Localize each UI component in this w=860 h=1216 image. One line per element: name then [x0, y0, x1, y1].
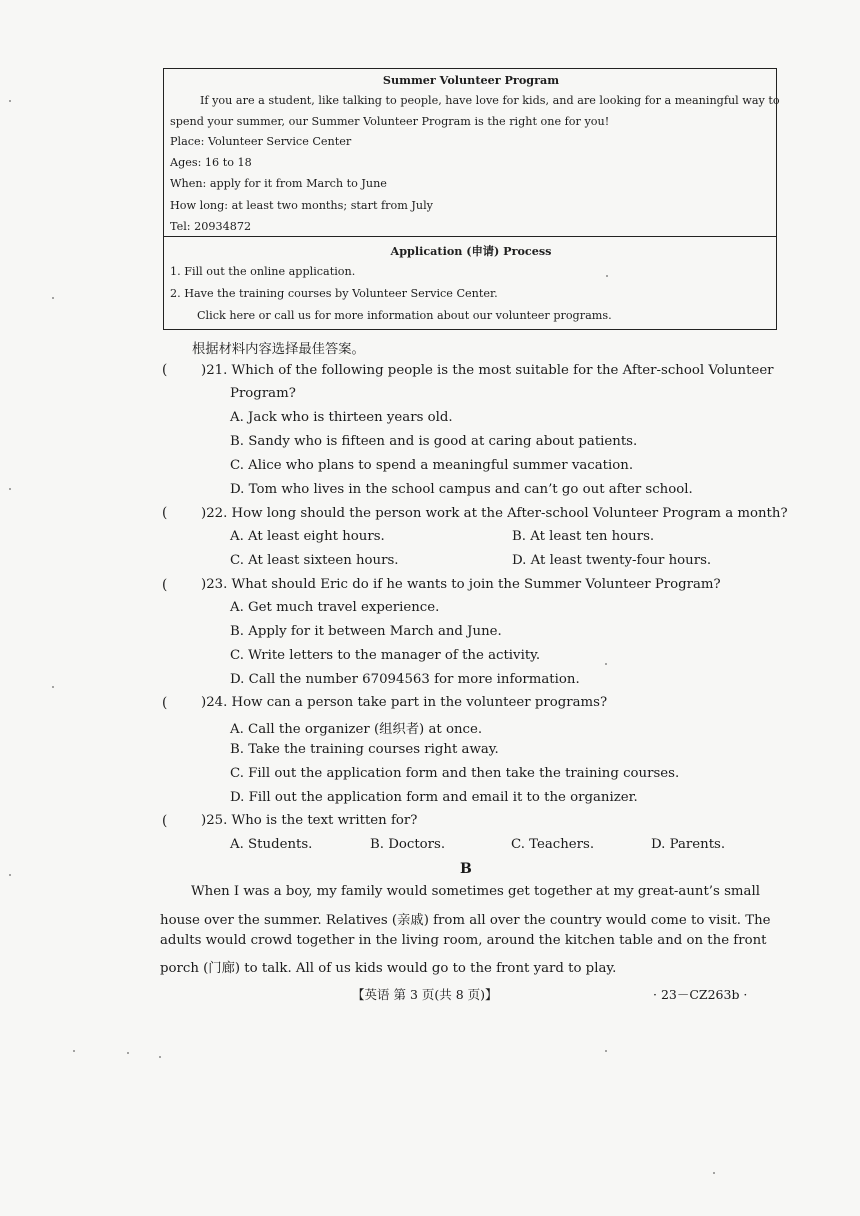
question-21-option-b: B. Sandy who is fifteen and is good at caring about patients. — [230, 434, 638, 449]
click-here-text: Click here or call us for more information about our volunteer programs. — [197, 309, 612, 322]
page-number-label: 【英语 第 3 页(共 8 页)】 — [352, 987, 498, 1002]
scan-speck — [9, 100, 11, 102]
question-22-option-a: A. At least eight hours. — [230, 529, 385, 544]
question-23-stem: )23. What should Eric do if he wants to join the Summer Volunteer Program? — [201, 577, 721, 592]
question-21-stem-cont: Program? — [230, 386, 296, 401]
question-24-option-b: B. Take the training courses right away. — [230, 742, 499, 757]
question-21-option-c: C. Alice who plans to spend a meaningful summer vacation. — [230, 458, 634, 473]
scan-speck — [605, 1050, 607, 1052]
scan-speck — [9, 488, 11, 490]
scan-speck — [52, 297, 54, 299]
notice-when: When: apply for it from March to June — [170, 177, 387, 190]
question-25-option-a: A. Students. — [230, 837, 313, 852]
scan-speck — [73, 1050, 75, 1052]
question-21-option-d: D. Tom who lives in the school campus and can’t go out after school. — [230, 482, 693, 497]
question-22-stem: )22. How long should the person work at the After-school Volunteer Program a month? — [201, 506, 788, 521]
answer-bracket-21: ( — [162, 362, 168, 378]
notice-box — [163, 68, 780, 330]
question-23-option-b: B. Apply for it between March and June. — [230, 624, 502, 639]
section-b-line4: porch (门廊) to talk. All of us kids would go to the front yard to play. — [160, 961, 617, 976]
notice-title: Summer Volunteer Program — [382, 73, 560, 87]
scan-speck — [127, 1052, 129, 1054]
section-b-line3: adults would crowd together in the living room, around the kitchen table and on the front — [160, 933, 767, 948]
notice-ages: Ages: 16 to 18 — [170, 156, 252, 169]
notice-tel: Tel: 20934872 — [170, 220, 252, 233]
scan-speck — [605, 663, 607, 665]
answer-bracket-23: ( — [162, 577, 168, 593]
instruction: 根据材料内容选择最佳答案。 — [192, 342, 365, 357]
question-24-option-c: C. Fill out the application form and then take the training courses. — [230, 766, 680, 781]
question-25-option-c: C. Teachers. — [511, 837, 595, 852]
scan-speck — [606, 275, 608, 277]
process-title: Application (申请) Process — [390, 244, 552, 258]
question-21-option-a: A. Jack who is thirteen years old. — [230, 410, 453, 425]
notice-intro-line1: If you are a student, like talking to people, have love for kids, and are looking for a meaningful way to — [200, 94, 780, 107]
notice-divider — [164, 236, 776, 237]
question-25-option-d: D. Parents. — [651, 837, 726, 852]
question-22-option-d: D. At least twenty-four hours. — [512, 553, 712, 568]
scan-speck — [9, 874, 11, 876]
section-b-heading: B — [460, 861, 472, 877]
answer-bracket-24: ( — [162, 695, 168, 711]
question-21-stem: )21. Which of the following people is the most suitable for the After-school Volunteer — [201, 363, 774, 378]
notice-place: Place: Volunteer Service Center — [170, 135, 352, 148]
scan-speck — [159, 1056, 161, 1058]
exam-code: · 23－CZ263b · — [653, 987, 748, 1002]
process-step1: 1. Fill out the online application. — [170, 265, 356, 278]
question-24-option-a: A. Call the organizer (组织者) at once. — [230, 722, 483, 737]
question-22-option-c: C. At least sixteen hours. — [230, 553, 399, 568]
notice-how-long: How long: at least two months; start from July — [170, 199, 433, 212]
section-b-line2: house over the summer. Relatives (亲戚) from all over the country would come to visit. The — [160, 913, 771, 928]
question-24-stem: )24. How can a person take part in the volunteer programs? — [201, 695, 608, 710]
question-25-option-b: B. Doctors. — [370, 837, 446, 852]
question-22-option-b: B. At least ten hours. — [512, 529, 655, 544]
question-23-option-c: C. Write letters to the manager of the activity. — [230, 648, 541, 663]
question-23-option-a: A. Get much travel experience. — [230, 600, 440, 615]
answer-bracket-22: ( — [162, 505, 168, 521]
scan-speck — [52, 686, 54, 688]
answer-bracket-25: ( — [162, 813, 168, 829]
question-25-stem: )25. Who is the text written for? — [201, 813, 418, 828]
question-24-option-d: D. Fill out the application form and email it to the organizer. — [230, 790, 638, 805]
question-23-option-d: D. Call the number 67094563 for more information. — [230, 672, 580, 687]
section-b-line1: When I was a boy, my family would sometimes get together at my great-aunt’s small — [191, 884, 760, 899]
process-step2: 2. Have the training courses by Volunteer Service Center. — [170, 287, 498, 300]
notice-intro-line2: spend your summer, our Summer Volunteer Program is the right one for you! — [170, 115, 610, 128]
scan-speck — [713, 1172, 715, 1174]
